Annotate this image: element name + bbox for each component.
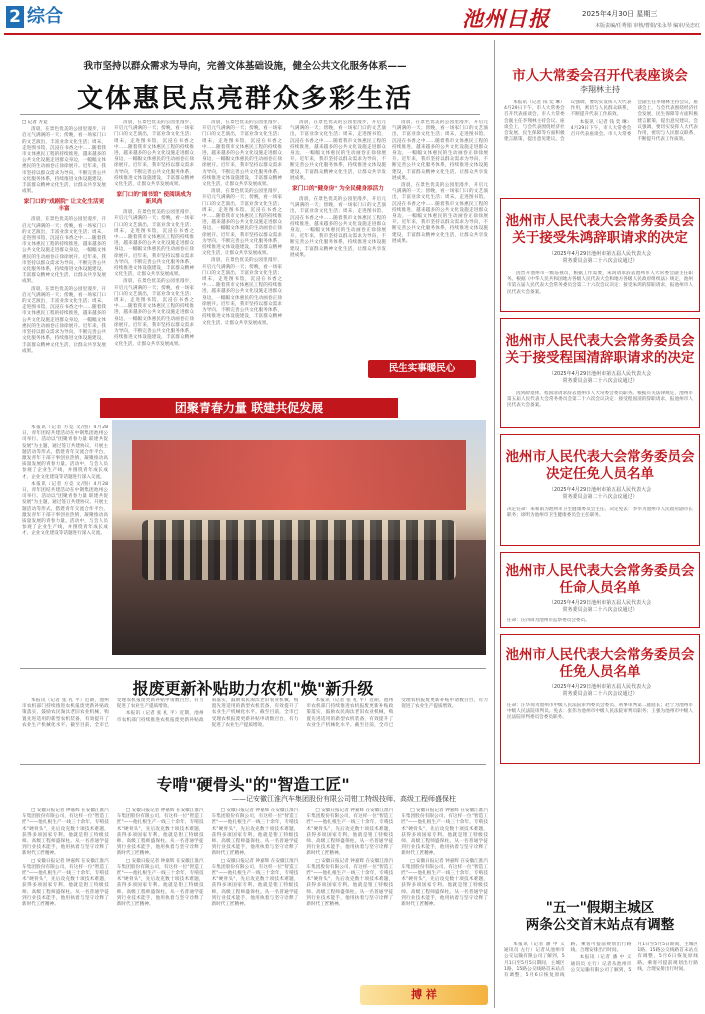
notice-5	[500, 634, 700, 764]
notice-2-body: 因到龄退休，程国清请求辞去池州市人大常委会委员职务。根据有关法律规定，池州市第五届人民代表大会常务委员会第二十六次会议决定：接受程国清的辞职请求，报池州市人民代表大会备案。	[507, 391, 693, 409]
notice-4-body: 任命：汪四锋为池州市监察委员会委员。	[507, 618, 590, 623]
notice-1-title: 池州市人民代表大会常务委员会 关于接受朱鸿辞职请求的决定	[505, 213, 695, 246]
lead-body-col3: 清晨，在景色优美的公园里漫步，开启元气满满的一天；傍晚，看一场家门口的文艺演出，丰富业余文化生活；周末，走进图书馆，沉浸在书香之中……随着我市文体惠民工程的持续推进，越来越多的公共文化设施走进群众身边，一幅幅文体惠民的生动画卷正徐徐展开。近年来，我市坚持以群众需求为导向，不断完善公共文化服务体系，持续推进文体设施建设，丰富群众精神文化生活，让群众共享发展成果。	[202, 120, 282, 188]
factory-title: 专啃"硬骨头"的"智造工匠"	[156, 775, 350, 794]
notice-3	[500, 434, 700, 546]
notice-2	[500, 318, 700, 428]
notice-4	[500, 552, 700, 628]
npc-meeting-article	[504, 100, 698, 192]
youth-body-b: 本报讯（记者 方竞 文/图）4月28日，青年团结共建活动在中钢集团池州公司举行。活动以"团聚青春力量 联建共促发展"为主题，通过签订共建协议、开展主题活动等形式，搭建青年交流合作平台，激发青年干部干事创业热情，凝聚推动高质量发展的青春力量。活动中，与会人员参观了企业生产线，并围绕青年成长成才、企业文化建设等话题进行深入交流。	[22, 481, 108, 537]
factory-body-b: □ 安徽日报记者 钟嘉辉 在安徽江淮汽车集团股份有限公司，有这样一位"智造工匠"——他扎根生产一线三十余年，专啃技术"硬骨头"，先后攻克数十项技术难题，获得多项国家专利。他就是钳工特级技师、高级工程师盛保柱。从一名普通学徒到行业技术能手，他用执着与坚守诠释了新时代工匠精神。	[22, 858, 109, 908]
issue-date: 2025年4月30日 星期三	[582, 10, 658, 18]
notice-3-body: 决定任命：朱和雨为池州市卫生健康委员会主任。决定免去：李华为池州市人民政府副市长职务；徐明为池州市卫生健康委员会主任职务。	[507, 507, 693, 519]
subsidy-body: 本报讯（记者 张 礼 平）近期，池州市农机部门持续推进农机报废更新补贴政策落实，鼓励农民淘汰老旧农业机械，购置先进适用的新型农机装备，有效提升了农业生产机械化水平。截至目前，全市已受理农机报废更新补贴申请数百台，有力促进了农业生产提质增效。	[22, 698, 204, 728]
subsidy-divider	[20, 668, 486, 669]
factory-body-f: □ 安徽日报记者 钟嘉辉 在安徽江淮汽车集团股份有限公司，有这样一位"智造工匠"——他扎根生产一线三十余年，专啃技术"硬骨头"，先后攻克数十项技术难题，获得多项国家专利。他就是钳工特级技师、高级工程师盛保柱。从一名普通学徒到行业技术能手，他用执着与坚守诠释了新时代工匠精神。	[211, 858, 299, 908]
factory-body-h: □ 安徽日报记者 钟嘉辉 在安徽江淮汽车集团股份有限公司，有这样一位"智造工匠"——他扎根生产一线三十余年，专啃技术"硬骨头"，先后攻克数十项技术难题，获得多项国家专利。他就是钳工特级技师、高级工程师盛保柱。从一名普通学徒到行业技术能手，他用执着与坚守诠释了新时代工匠精神。	[306, 858, 394, 908]
factory-body-c: □ 安徽日报记者 钟嘉辉 在安徽江淮汽车集团股份有限公司，有这样一位"智造工匠"——他扎根生产一线三十余年，专啃技术"硬骨头"，先后攻克数十项技术难题，获得多项国家专利。他就是钳工特级技师、高级工程师盛保柱。从一名普通学徒到行业技术能手，他用执着与坚守诠释了新时代工匠精神。	[116, 808, 204, 857]
lead-body-col5b: 清晨，在景色优美的公园里漫步，开启元气满满的一天；傍晚，看一场家门口的文艺演出，丰富业余文化生活；周末，走进图书馆，沉浸在书香之中……随着我市文体惠民工程的持续推进，越来越多的公共文化设施走进群众身边，一幅幅文体惠民的生动画卷正徐徐展开。近年来，我市坚持以群众需求为导向，不断完善公共文化服务体系，持续推进文体设施建设，丰富群众精神文化生活，让群众共享发展成果。	[392, 183, 488, 244]
lead-body-col2b: 清晨，在景色优美的公园里漫步，开启元气满满的一天；傍晚，看一场家门口的文艺演出，丰富业余文化生活；周末，走进图书馆，沉浸在书香之中……随着我市文体惠民工程的持续推进，越来越多的公共文化设施走进群众身边，一幅幅文体惠民的生动画卷正徐徐展开。近年来，我市坚持以群众需求为导向，不断完善公共文化服务体系，持续推进文体设施建设，丰富群众精神文化生活，让群众共享发展成果。	[114, 210, 194, 278]
youth-article	[22, 425, 108, 655]
lead-kicker: 我市坚持以群众需求为导向，完善文体基础设施，健全公共文化服务体系——	[83, 61, 407, 72]
notice-3-subtitle: （2025年4月29日池州市第五届人民代表大会 常务委员会第二十六次会议通过）	[548, 487, 652, 500]
notice-3-title: 池州市人民代表大会常务委员会 决定任免人员名单	[505, 449, 695, 482]
photo-crowd	[142, 520, 456, 580]
npc-meeting-body: 本报讯（记者 钱 奕 琳）4月29日下午，市人大常委会召开代表座谈会。市人大常委会副主任李翔林主持会议。座谈会上，与会代表围绕经济社会发展、民生保障等方面积极建言献策，提出意见建议。会议强调，要切实发挥人大代表作用，密切与人民群众联系，不断提升代表工作质效。	[504, 100, 632, 143]
subsidy-body-b: 本报讯（记者 张 礼 平）近期，池州市农机部门持续推进农机报废更新补贴政策落实，鼓励农民淘汰老旧农业机械，购置先进适用的新型农机装备，有效提升了农业生产机械化水平。截至目前，全市已受理农机报废更新补贴申请数百台，有力促进了农业生产提质增效。	[116, 698, 299, 728]
holiday-body: 本报讯（记者 潘 中 义 通讯员 左行）记者从池州市公交运输有限公司了解到，5月1日至5月5日期间，主城区1路、15路公交线路首末站点有调整，5月6日恢复原线路。乘客可提前规划出行路线，合理安排出行时间。	[504, 942, 632, 979]
notice-5-subtitle: （2025年4月29日池州市第五届人民代表大会 常务委员会第二十六次会议通过）	[548, 684, 652, 697]
lead-subhead-1: 家门口的"戏剧院" 让文化生活更丰富	[23, 199, 105, 213]
youth-title: 团聚青春力量 联建共促发展	[174, 401, 324, 415]
event-photo	[112, 420, 486, 655]
paper-logo: 池州日报	[462, 6, 550, 31]
factory-article	[22, 808, 488, 1004]
notice-1-body: 因晋升池州市一级巡视员，根据工作需要，朱鸿请求辞去池州市人大常委会副主任职务。根据《中华人民共和国地方各级人民代表大会和地方各级人民政府组织法》规定，池州市第五届人民代表大会常务委员会第二十六次会议决定：接受朱鸿的辞职请求，报池州市人民代表大会备案。	[507, 271, 693, 295]
lead-column-5	[392, 120, 488, 370]
lead-body: 清晨，在景色优美的公园里漫步，开启元气满满的一天；傍晚，看一场家门口的文艺演出，丰富业余文化生活；周末，走进图书馆，沉浸在书香之中……随着我市文体惠民工程的持续推进，越来越多的公共文化设施走进群众身边，一幅幅文体惠民的生动画卷正徐徐展开。近年来，我市坚持以群众需求为导向，不断完善公共文化服务体系，持续推进文体设施建设，丰富群众精神文化生活，让群众共享发展成果。	[22, 127, 106, 195]
editor-credits: 本版责编/任秀娟 审核/曹娟/朱永琴 编审/吴忠红	[595, 23, 700, 29]
youth-body: 本报讯（记者 方竞 文/图）4月28日，青年团结共建活动在中钢集团池州公司举行。活动以"团聚青春力量 联建共促发展"为主题，通过签订共建协议、开展主题活动等形式，搭建青年交流合作平台，激发青年干部干事创业热情，凝聚推动高质量发展的青春力量。活动中，与会人员参观了企业生产线，并围绕青年成长成才、企业文化建设等话题进行深入交流。	[22, 425, 108, 480]
notice-4-subtitle: （2025年4月29日池州市第五届人民代表大会 常务委员会第二十六次会议通过）	[548, 600, 652, 613]
lead-body-col3c: 清晨，在景色优美的公园里漫步，开启元气满满的一天；傍晚，看一场家门口的文艺演出，丰富业余文化生活；周末，走进图书馆，沉浸在书香之中……随着我市文体惠民工程的持续推进，越来越多的公共文化设施走进群众身边，一幅幅文体惠民的生动画卷正徐徐展开。近年来，我市坚持以群众需求为导向，不断完善公共文化服务体系，持续推进文体设施建设，丰富群众精神文化生活，让群众共享发展成果。	[202, 258, 282, 326]
notice-1	[500, 198, 700, 312]
npc-meeting-title: 市人大常委会召开代表座谈会	[512, 68, 688, 84]
lead-body-col2: 清晨，在景色优美的公园里漫步，开启元气满满的一天；傍晚，看一场家门口的文艺演出，丰富业余文化生活；周末，走进图书馆，沉浸在书香之中……随着我市文体惠民工程的持续推进，越来越多的公共文化设施走进群众身边，一幅幅文体惠民的生动画卷正徐徐展开。近年来，我市坚持以群众需求为导向，不断完善公共文化服务体系，持续推进文体设施建设，丰富群众精神文化生活，让群众共享发展成果。	[114, 120, 194, 188]
masthead	[0, 0, 705, 36]
factory-body-j: □ 安徽日报记者 钟嘉辉 在安徽江淮汽车集团股份有限公司，有这样一位"智造工匠"——他扎根生产一线三十余年，专啃技术"硬骨头"，先后攻克数十项技术难题，获得多项国家专利。他就是钳工特级技师、高级工程师盛保柱。从一名普通学徒到行业技术能手，他用执着与坚守诠释了新时代工匠精神。	[401, 858, 488, 908]
lead-headline: 文体惠民点亮群众多彩生活	[76, 84, 413, 114]
section-name: 综合	[27, 6, 63, 27]
holiday-title: "五一"假期主城区 两条公交首末站点有调整	[525, 900, 675, 933]
subsidy-title: 报废更新补贴助力农机"焕"新升级	[132, 679, 374, 698]
subsidy-body-c: 本报讯（记者 张 礼 平）近期，池州市农机部门持续推进农机报废更新补贴政策落实，鼓励农民淘汰老旧农业机械，购置先进适用的新型农机装备，有效提升了农业生产机械化水平。截至目前，全市已受理农机报废更新补贴申请数百台，有力促进了农业生产提质增效。	[306, 698, 488, 728]
masthead-rule	[4, 33, 701, 35]
holiday-article	[504, 942, 698, 1006]
lead-subhead-3: 家门口的"健身房" 为全民健身添活力	[292, 186, 384, 193]
lead-body-col4: 清晨，在景色优美的公园里漫步，开启元气满满的一天；傍晚，看一场家门口的文艺演出，丰富业余文化生活；周末，走进图书馆，沉浸在书香之中……随着我市文体惠民工程的持续推进，越来越多的公共文化设施走进群众身边，一幅幅文体惠民的生动画卷正徐徐展开。近年来，我市坚持以群众需求为导向，不断完善公共文化服务体系，持续推进文体设施建设，丰富群众精神文化生活，让群众共享发展成果。	[290, 120, 386, 181]
lead-body-col5: 清晨，在景色优美的公园里漫步，开启元气满满的一天；傍晚，看一场家门口的文艺演出，丰富业余文化生活；周末，走进图书馆，沉浸在书香之中……随着我市文体惠民工程的持续推进，越来越多的公共文化设施走进群众身边，一幅幅文体惠民的生动画卷正徐徐展开。近年来，我市坚持以群众需求为导向，不断完善公共文化服务体系，持续推进文体设施建设，丰富群众精神文化生活，让群众共享发展成果。	[392, 120, 488, 181]
notice-1-subtitle: （2025年4月29日池州市第五届人民代表大会 常务委员会第二十六次会议通过）	[548, 251, 652, 264]
lead-body-cont-2: 清晨，在景色优美的公园里漫步，开启元气满满的一天；傍晚，看一场家门口的文艺演出，丰富业余文化生活；周末，走进图书馆，沉浸在书香之中……随着我市文体惠民工程的持续推进，越来越多的公共文化设施走进群众身边，一幅幅文体惠民的生动画卷正徐徐展开。近年来，我市坚持以群众需求为导向，不断完善公共文化服务体系，持续推进文体设施建设，丰富群众精神文化生活，让群众共享发展成果。	[22, 286, 106, 354]
lead-divider	[20, 114, 480, 115]
notice-2-title: 池州市人民代表大会常务委员会 关于接受程国清辞职请求的决定	[505, 333, 695, 366]
lead-subhead-2: 家门口的"图书馆" 使阅读成为新风尚	[116, 192, 192, 206]
lead-body-cont: 清晨，在景色优美的公园里漫步，开启元气满满的一天；傍晚，看一场家门口的文艺演出，丰富业余文化生活；周末，走进图书馆，沉浸在书香之中……随着我市文体惠民工程的持续推进，越来越多的公共文化设施走进群众身边，一幅幅文体惠民的生动画卷正徐徐展开。近年来，我市坚持以群众需求为导向，不断完善公共文化服务体系，持续推进文体设施建设，丰富群众精神文化生活，让群众共享发展成果。	[22, 217, 106, 285]
factory-body: □ 安徽日报记者 钟嘉辉 在安徽江淮汽车集团股份有限公司，有这样一位"智造工匠"——他扎根生产一线三十余年，专啃技术"硬骨头"，先后攻克数十项技术难题，获得多项国家专利。他就是钳工特级技师、高级工程师盛保柱。从一名普通学徒到行业技术能手，他用执着与坚守诠释了新时代工匠精神。	[22, 808, 109, 857]
lead-byline: □ 记者 方竞	[22, 120, 48, 125]
factory-divider	[20, 764, 486, 765]
notice-4-title: 池州市人民代表大会常务委员会 任命人员名单	[505, 563, 695, 596]
factory-body-i: □ 安徽日报记者 钟嘉辉 在安徽江淮汽车集团股份有限公司，有这样一位"智造工匠"——他扎根生产一线三十余年，专啃技术"硬骨头"，先后攻克数十项技术难题，获得多项国家专利。他就是钳工特级技师、高级工程师盛保柱。从一名普通学徒到行业技术能手，他用执着与坚守诠释了新时代工匠精神。	[401, 808, 488, 857]
factory-body-e: □ 安徽日报记者 钟嘉辉 在安徽江淮汽车集团股份有限公司，有这样一位"智造工匠"——他扎根生产一线三十余年，专啃技术"硬骨头"，先后攻克数十项技术难题，获得多项国家专利。他就是钳工特级技师、高级工程师盛保柱。从一名普通学徒到行业技术能手，他用执着与坚守诠释了新时代工匠精神。	[211, 808, 299, 857]
notice-2-subtitle: （2025年4月29日池州市第五届人民代表大会 常务委员会第二十六次会议通过）	[548, 371, 652, 384]
photo-backdrop	[132, 440, 466, 510]
notice-5-title: 池州市人民代表大会常务委员会 任免人员名单	[505, 647, 695, 680]
notice-5-body: 任命：汪华岗为池州市中级人民法院审判委员会委员、刑事审判第二庭庭长；赵宁为池州市中级人民法院审判员。免去：张伟为池州市中级人民法院审判员职务；王强为池州市中级人民法院审判委员会委员职务。	[507, 703, 693, 721]
page-number-badge: 2	[6, 6, 24, 28]
subsidy-article	[22, 698, 488, 758]
factory-subtitle: ——记安徽江淮汽车集团股份有限公司钳工特级技师、高级工程师盛保柱	[232, 795, 456, 803]
lead-body-col2c: 清晨，在景色优美的公园里漫步，开启元气满满的一天；傍晚，看一场家门口的文艺演出，丰富业余文化生活；周末，走进图书馆，沉浸在书香之中……随着我市文体惠民工程的持续推进，越来越多的公共文化设施走进群众身边，一幅幅文体惠民的生动画卷正徐徐展开。近年来，我市坚持以群众需求为导向，不断完善公共文化服务体系，持续推进文体设施建设，丰富群众精神文化生活，让群众共享发展成果。	[114, 279, 194, 347]
factory-body-d: □ 安徽日报记者 钟嘉辉 在安徽江淮汽车集团股份有限公司，有这样一位"智造工匠"——他扎根生产一线三十余年，专啃技术"硬骨头"，先后攻克数十项技术难题，获得多项国家专利。他就是钳工特级技师、高级工程师盛保柱。从一名普通学徒到行业技术能手，他用执着与坚守诠释了新时代工匠精神。	[116, 858, 204, 908]
livelihood-badge: 民生实事暖民心	[368, 360, 476, 378]
lead-body-col4b: 清晨，在景色优美的公园里漫步，开启元气满满的一天；傍晚，看一场家门口的文艺演出，丰富业余文化生活；周末，走进图书馆，沉浸在书香之中……随着我市文体惠民工程的持续推进，越来越多的公共文化设施走进群众身边，一幅幅文体惠民的生动画卷正徐徐展开。近年来，我市坚持以群众需求为导向，不断完善公共文化服务体系，持续推进文体设施建设，丰富群众精神文化生活，让群众共享发展成果。	[290, 197, 386, 258]
lead-body-col3b: 清晨，在景色优美的公园里漫步，开启元气满满的一天；傍晚，看一场家门口的文艺演出，丰富业余文化生活；周末，走进图书馆，沉浸在书香之中……随着我市文体惠民工程的持续推进，越来越多的公共文化设施走进群众身边，一幅幅文体惠民的生动画卷正徐徐展开。近年来，我市坚持以群众需求为导向，不断完善公共文化服务体系，持续推进文体设施建设，丰富群众精神文化生活，让群众共享发展成果。	[202, 189, 282, 257]
holiday-body-b: 本报讯（记者 潘 中 义 通讯员 左行）记者从池州市公交运输有限公司了解到，5月1日至5月5日期间，主城区1路、15路公交线路首末站点有调整，5月6日恢复原线路。乘客可提前规划出行路线，合理安排出行时间。	[570, 942, 698, 973]
npc-meeting-subtitle: 李翔林主持	[580, 85, 620, 94]
factory-body-g: □ 安徽日报记者 钟嘉辉 在安徽江淮汽车集团股份有限公司，有这样一位"智造工匠"——他扎根生产一线三十余年，专啃技术"硬骨头"，先后攻克数十项技术难题，获得多项国家专利。他就是钳工特级技师、高级工程师盛保柱。从一名普通学徒到行业技术能手，他用执着与坚守诠释了新时代工匠精神。	[306, 808, 394, 857]
right-column-divider	[494, 40, 495, 1008]
npc-meeting-body-b: 本报讯（记者 钱 奕 琳）4月29日下午，市人大常委会召开代表座谈会。市人大常委会副主任李翔林主持会议。座谈会上，与会代表围绕经济社会发展、民生保障等方面积极建言献策，提出意见建议。会议强调，要切实发挥人大代表作用，密切与人民群众联系，不断提升代表工作质效。	[570, 100, 698, 143]
ad-banner: 搏 祥	[360, 985, 488, 1005]
